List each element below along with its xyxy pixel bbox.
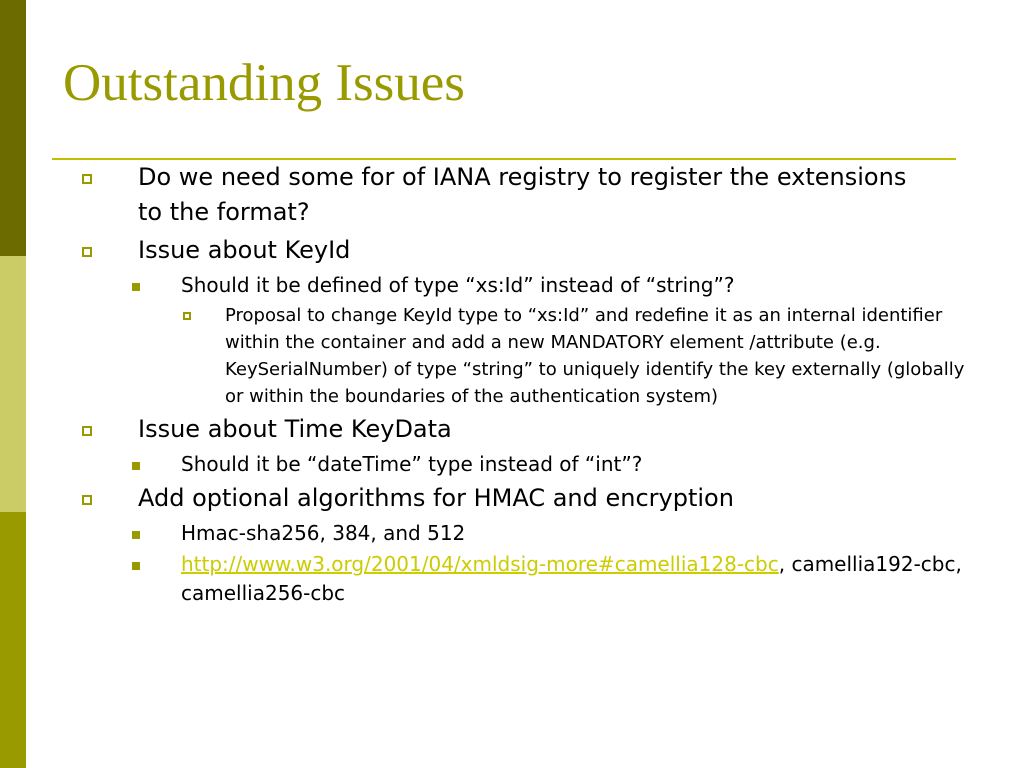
hollow-square-bullet-icon [82, 174, 92, 184]
filled-square-bullet-icon [132, 462, 140, 470]
list-item-text: Should it be “dateTime” type instead of “int”? [181, 452, 643, 476]
list-item-text: Should it be defined of type “xs:Id” instead of “string”? [181, 273, 735, 297]
list-item [0, 271, 981, 300]
camellia128-cbc-link[interactable]: http://www.w3.org/2001/04/xmldsig-more#camellia128-cbc [181, 552, 779, 576]
filled-square-bullet-icon [132, 283, 140, 291]
list-item [0, 519, 981, 548]
slide-title: Outstanding Issues [63, 54, 465, 112]
list-item [0, 302, 985, 410]
list-item-text: Add optional algorithms for HMAC and encryption [138, 484, 734, 512]
list-item-text: Hmac-sha256, 384, and 512 [181, 521, 466, 545]
list-item-text: Issue about Time KeyData [138, 415, 452, 443]
bullet-list [0, 160, 1024, 610]
list-item [0, 160, 908, 230]
hollow-square-bullet-icon [82, 247, 92, 257]
list-item [0, 412, 908, 447]
list-item-text: Do we need some for of IANA registry to register the extensions to the format? [138, 163, 907, 226]
list-item-text: Proposal to change KeyId type to “xs:Id” and redefine it as an internal identifier within the container and add a new MANDATORY element /attribute (e.g. KeySerialNumber) of type “string” to uniquely identify the key externally (globally or within the boundaries of the authentication system) [225, 305, 965, 407]
hollow-square-bullet-icon [183, 312, 191, 320]
filled-square-bullet-icon [132, 562, 140, 570]
list-item-text: Issue about KeyId [138, 236, 351, 264]
hollow-square-bullet-icon [82, 495, 92, 505]
filled-square-bullet-icon [132, 531, 140, 539]
hollow-square-bullet-icon [82, 426, 92, 436]
list-item-text: , camellia192-cbc, camellia256-cbc [181, 552, 962, 605]
list-item [0, 550, 981, 608]
list-item [0, 450, 981, 479]
list-item [0, 481, 908, 516]
list-item [0, 233, 908, 268]
